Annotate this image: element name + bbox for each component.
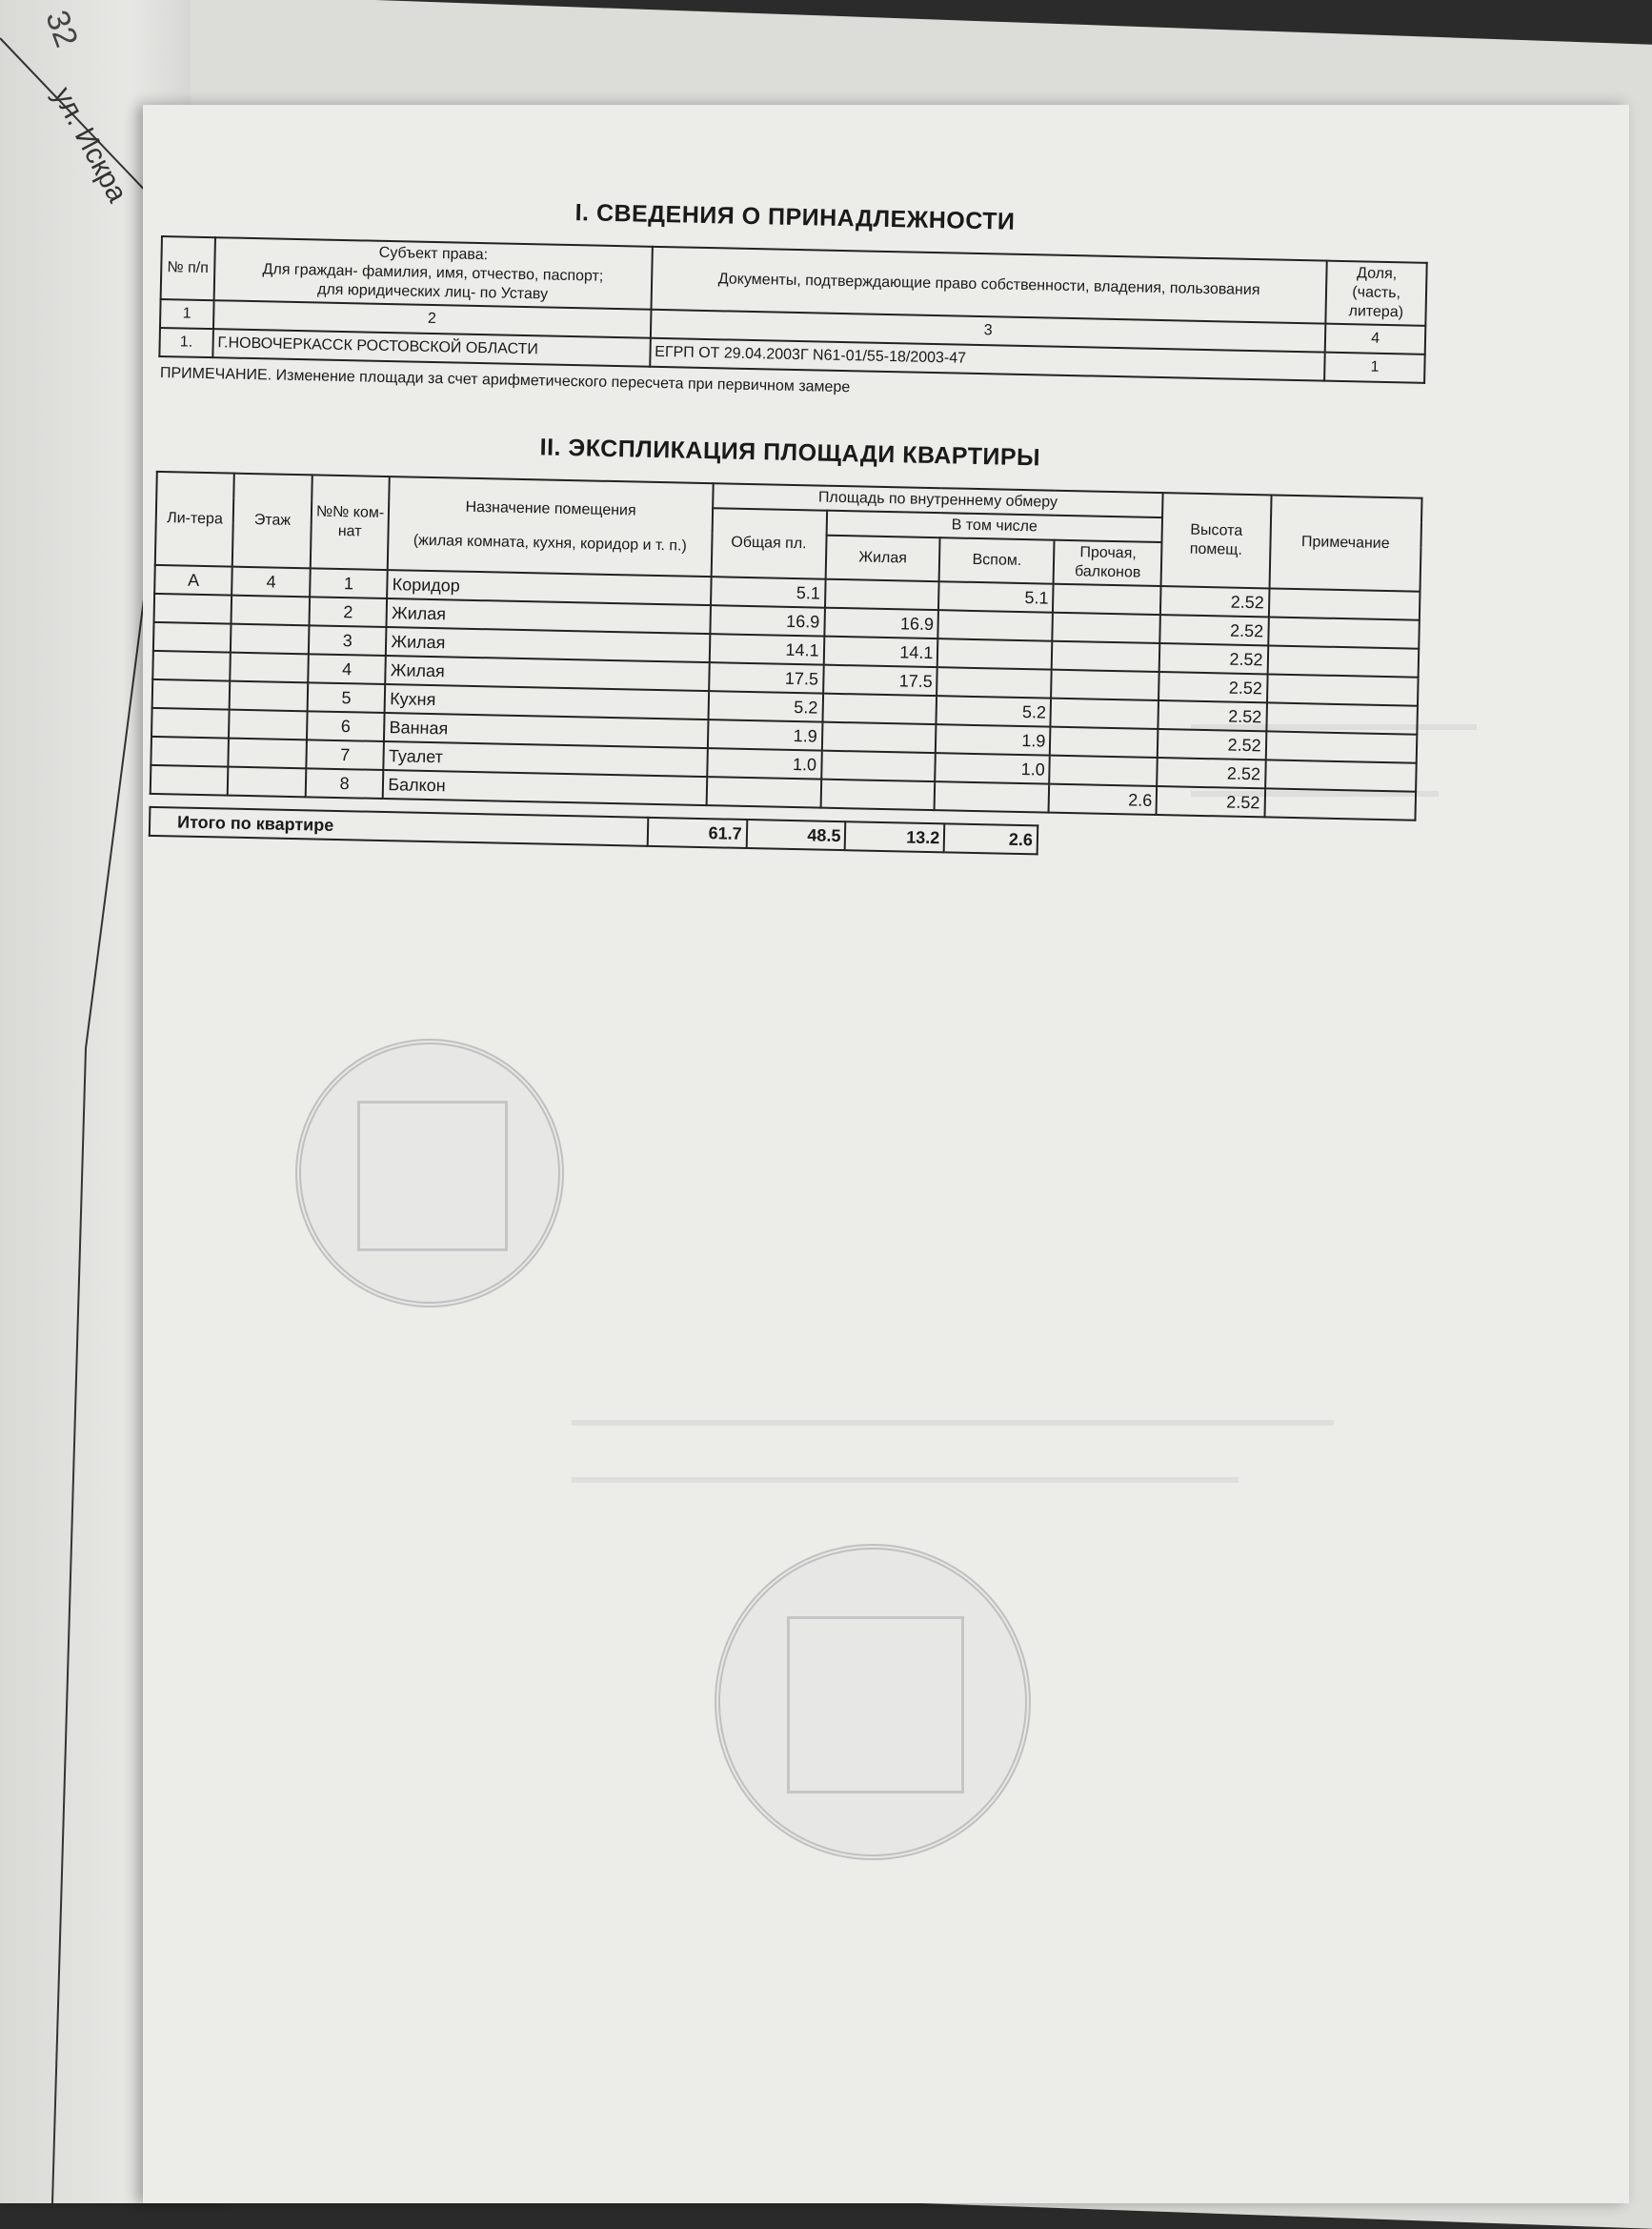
header-floor: Этаж	[232, 474, 312, 569]
cell-num: 3	[309, 625, 387, 656]
cell-name: Балкон	[383, 770, 707, 805]
col-number: 1	[160, 299, 213, 329]
cell-floor	[229, 739, 307, 769]
cell-litera	[154, 594, 232, 624]
cell-other	[1053, 613, 1161, 643]
cell-subject: Г.НОВОЧЕРКАССК РОСТОВСКОЙ ОБЛАСТИ	[212, 329, 650, 367]
cell-num: 8	[306, 768, 384, 799]
total-area: 61.7	[648, 818, 747, 848]
cell-aux	[937, 638, 1052, 670]
section2-title: II. ЭКСПЛИКАЦИЯ ПЛОЩАДИ КВАРТИРЫ	[539, 434, 1041, 472]
header-aux: Вспом.	[939, 537, 1055, 584]
cell-litera	[151, 765, 229, 796]
header-share: Доля, (часть, литера)	[1326, 261, 1427, 326]
cell-height: 2.52	[1158, 672, 1267, 702]
cell-other	[1053, 584, 1161, 615]
seal-stamp	[715, 1544, 1031, 1860]
cell-name: Кухня	[385, 684, 709, 719]
note: ПРИМЕЧАНИЕ. Изменение площади за счет арифметического пересчета при первичном замере	[159, 365, 851, 396]
header-total-area: Общая пл.	[711, 508, 826, 578]
cell-aux	[937, 667, 1052, 699]
cell-floor	[231, 653, 309, 683]
header-living: Жилая	[825, 536, 940, 582]
ownership-table	[158, 235, 1427, 384]
document-content	[149, 191, 1429, 863]
header-documents: Документы, подтверждающие право собственности, владения, пользования	[651, 247, 1327, 324]
cell-other	[1052, 641, 1160, 672]
cell-share: 1	[1324, 353, 1424, 383]
cell-height: 2.52	[1159, 643, 1268, 674]
header-remark: Примечание	[1269, 495, 1421, 591]
cell-floor	[228, 767, 306, 798]
cell-floor	[232, 596, 310, 626]
cell-total: 5.1	[711, 577, 825, 608]
cell-remark	[1266, 702, 1418, 734]
cell-name: Ванная	[384, 713, 708, 748]
street-label: ул. Искра	[46, 82, 133, 208]
cell-name: Жилая	[386, 627, 710, 662]
total-aux: 13.2	[845, 821, 944, 852]
cell-num: 7	[306, 740, 384, 770]
cell-living	[822, 694, 937, 725]
cell-litera	[151, 708, 230, 739]
cell-other	[1050, 727, 1158, 758]
cell-litera: А	[154, 565, 232, 596]
cell-litera	[152, 679, 231, 710]
cell-total	[706, 777, 820, 808]
cell-remark	[1268, 617, 1420, 648]
cell-height: 2.52	[1157, 786, 1265, 817]
cell-remark	[1268, 588, 1420, 619]
cell-total: 16.9	[710, 605, 824, 637]
cell-other	[1051, 699, 1159, 729]
cell-living: 16.9	[824, 608, 938, 639]
cell-floor	[231, 624, 309, 655]
cell-aux: 5.2	[937, 696, 1051, 727]
cell-remark	[1265, 731, 1417, 762]
cell-remark	[1267, 645, 1419, 677]
cell-total: 14.1	[709, 634, 823, 665]
cell-other: 2.6	[1049, 784, 1158, 815]
cell-living	[821, 722, 936, 754]
cell-height: 2.52	[1160, 615, 1269, 645]
bleed-through-line	[572, 1477, 1239, 1483]
col-number: 3	[651, 310, 1326, 353]
cell-name: Туалет	[384, 741, 708, 777]
cell-num: 5	[307, 682, 385, 713]
section1-title: I. СВЕДЕНИЯ О ПРИНАДЛЕЖНОСТИ	[574, 199, 1016, 235]
cell-living	[825, 579, 939, 611]
cell-aux: 5.1	[938, 581, 1053, 613]
cell-remark	[1267, 674, 1419, 705]
explication-table	[150, 471, 1423, 821]
cell-remark	[1265, 760, 1417, 791]
header-height: Высота помещ.	[1161, 493, 1271, 588]
cell-living	[821, 751, 936, 782]
header-litera: Ли-тера	[155, 472, 234, 567]
cell-floor	[229, 710, 307, 740]
cell-living: 17.5	[823, 665, 937, 697]
col-number: 4	[1325, 324, 1425, 355]
cell-height: 2.52	[1160, 586, 1269, 617]
header-subject: Субъект права: Для граждан- фамилия, имя, отчество, паспорт; для юридических лиц- по Уставу	[213, 237, 652, 310]
cell-living: 14.1	[823, 637, 937, 668]
page-number: 32	[38, 6, 85, 52]
cell-documents: ЕГРП ОТ 29.04.2003Г N61-01/55-18/2003-47	[650, 338, 1325, 381]
header-area-group: Площадь по внутреннему обмеру	[713, 483, 1163, 517]
col-number: 2	[213, 300, 651, 338]
cell-litera	[151, 737, 229, 767]
cell-floor	[230, 681, 308, 712]
total-other: 2.6	[944, 823, 1038, 854]
seal-stamp	[295, 1039, 564, 1307]
bleed-through-line	[572, 1420, 1334, 1426]
cell-num: 1.	[159, 328, 212, 357]
header-num: № п/п	[161, 236, 215, 300]
cell-aux: 1.9	[936, 724, 1050, 756]
cell-aux: 1.0	[936, 753, 1050, 784]
total-living: 48.5	[746, 820, 845, 850]
cell-name: Коридор	[387, 570, 711, 605]
cell-floor: 4	[232, 567, 311, 598]
cell-num: 2	[309, 597, 387, 627]
cell-other	[1051, 670, 1159, 700]
cell-height: 2.52	[1158, 700, 1267, 731]
cell-total: 17.5	[709, 662, 823, 694]
cell-other	[1049, 756, 1158, 786]
cell-aux	[935, 781, 1049, 813]
header-other: Прочая, балконов	[1054, 540, 1162, 586]
cell-num: 1	[310, 568, 388, 598]
header-including: В том числе	[826, 511, 1162, 542]
cell-height: 2.52	[1158, 729, 1266, 760]
cell-height: 2.52	[1158, 758, 1266, 788]
cell-aux	[938, 610, 1053, 641]
cell-litera	[152, 651, 231, 681]
header-purpose: Назначение помещения (жилая комната, кухня, коридор и т. п.)	[388, 476, 713, 577]
cell-name: Жилая	[386, 656, 710, 691]
cell-total: 1.9	[708, 719, 822, 751]
cell-name: Жилая	[387, 598, 711, 634]
cell-living	[820, 780, 935, 811]
cell-remark	[1264, 788, 1416, 820]
cell-num: 4	[308, 654, 386, 684]
total-label: Итого по квартире	[150, 807, 648, 846]
header-rooms: №№ ком-нат	[311, 475, 390, 570]
cell-total: 5.2	[708, 691, 822, 722]
cell-litera	[153, 622, 232, 653]
cell-num: 6	[307, 711, 385, 741]
cell-total: 1.0	[707, 748, 821, 780]
